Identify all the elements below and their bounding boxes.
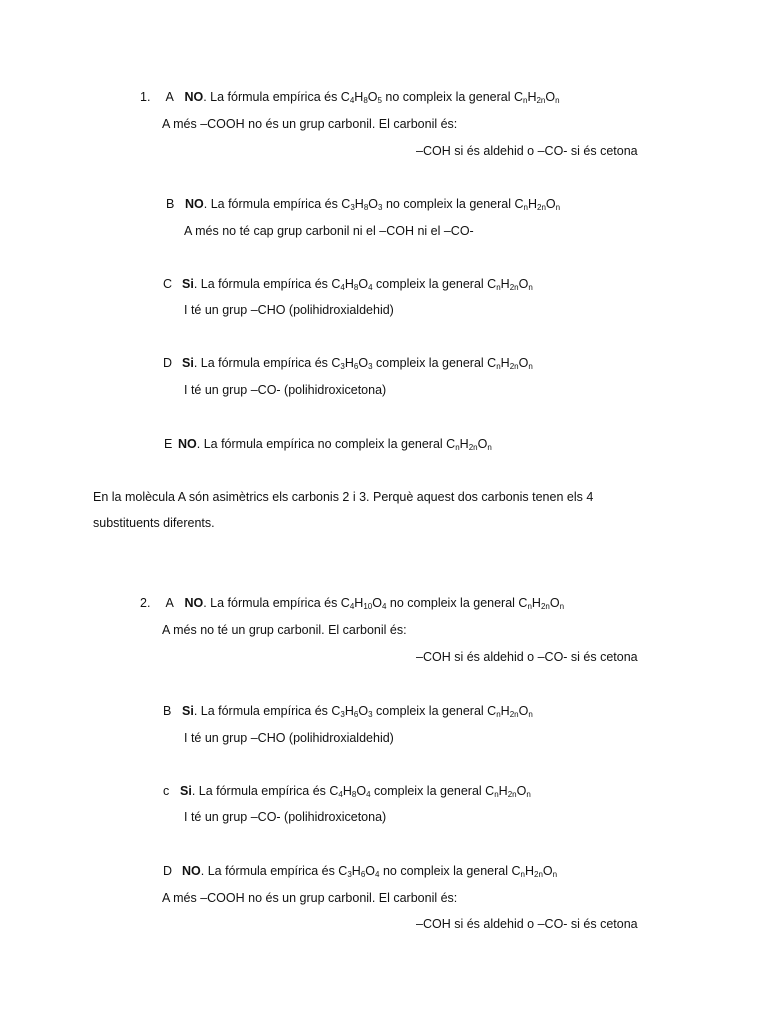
formula-text: H: [354, 596, 364, 610]
subscript: n: [520, 870, 525, 879]
formula-text: H: [500, 704, 510, 718]
formula-text: . La fórmula empírica és C: [203, 596, 350, 610]
subscript: 3: [368, 362, 373, 371]
formula-text: H: [342, 784, 352, 798]
subscript: 2n: [507, 790, 517, 799]
subscript: 4: [381, 602, 387, 611]
formula-text: . La fórmula empírica és C: [191, 784, 339, 798]
formula-text: H: [524, 864, 534, 878]
verdict: NO: [185, 197, 204, 211]
subscript: 2n: [509, 710, 519, 719]
subscript: 3: [350, 203, 355, 212]
q2-option-d-carbonyl: –COH si és aldehid o –CO- si és cetona: [416, 917, 638, 931]
option-letter: c: [163, 784, 170, 798]
q1-number: 1.: [140, 90, 151, 104]
subscript: 5: [377, 96, 382, 105]
subscript: 2n: [537, 203, 546, 212]
formula-text: . La fórmula empírica és C: [193, 356, 341, 370]
formula-text: O: [368, 197, 379, 211]
formula-text: compleix la general C: [372, 277, 497, 291]
subscript: 4: [366, 790, 371, 799]
formula-text: H: [531, 596, 541, 610]
subscript: 4: [340, 283, 345, 292]
subscript: 8: [363, 203, 369, 212]
subscript: n: [496, 283, 501, 292]
subscript: 3: [340, 362, 345, 371]
subscript: n: [552, 870, 558, 879]
subscript: n: [528, 710, 533, 719]
q1-option-b-line: [166, 196, 560, 212]
formula-text: H: [498, 784, 508, 798]
subscript: 3: [378, 203, 383, 212]
formula-text: O: [542, 864, 553, 878]
q2-option-a-carbonyl: –COH si és aldehid o –CO- si és cetona: [416, 650, 638, 664]
subscript: n: [494, 790, 499, 799]
formula-text: O: [358, 277, 369, 291]
option-letter: B: [163, 704, 172, 718]
subscript: 3: [368, 710, 373, 719]
formula-text: O: [518, 704, 529, 718]
formula-text: no compleix la general C: [382, 197, 524, 211]
formula-text: H: [459, 437, 469, 451]
formula-text: O: [549, 596, 560, 610]
subscript: n: [528, 283, 533, 292]
subscript: 4: [375, 870, 380, 879]
subscript: n: [487, 443, 492, 452]
verdict: NO: [184, 90, 204, 104]
subscript: n: [496, 362, 501, 371]
subscript: 8: [353, 283, 359, 292]
formula-text: no compleix la general C: [386, 596, 528, 610]
formula-text: . La fórmula empírica és C: [203, 90, 350, 104]
formula-text: O: [516, 784, 527, 798]
verdict: Si: [180, 784, 192, 798]
formula-text: compleix la general C: [370, 784, 495, 798]
q1-option-e-line: [164, 436, 492, 452]
subscript: n: [455, 443, 460, 452]
q1-option-c-explanation: I té un grup –CHO (polihidroxialdehid): [184, 303, 394, 317]
asymmetric-carbons-paragraph-line1: En la molècula A són asimètrics els carbonis 2 i 3. Perquè aquest dos carbonis tenen els 4: [93, 490, 594, 504]
formula-text: O: [365, 864, 376, 878]
verdict: Si: [182, 704, 194, 718]
q2-option-b-line: [163, 703, 533, 719]
q1-option-d-explanation: I té un grup –CO- (polihidroxicetona): [184, 383, 387, 397]
formula-text: O: [358, 704, 369, 718]
formula-text: no compleix la general C: [381, 90, 523, 104]
subscript: 6: [353, 710, 359, 719]
q1-option-b-explanation: A més no té cap grup carbonil ni el –COH ni el –CO-: [184, 224, 474, 238]
verdict: Si: [182, 277, 194, 291]
formula-text: O: [518, 356, 529, 370]
subscript: n: [527, 602, 532, 611]
q2-option-b-explanation: I té un grup –CHO (polihidroxialdehid): [184, 731, 394, 745]
q1-option-a-line: [140, 89, 560, 105]
q2-option-d-line: [163, 863, 557, 879]
subscript: n: [528, 362, 533, 371]
subscript: 4: [338, 790, 343, 799]
subscript: 3: [347, 870, 352, 879]
option-letter: B: [166, 197, 175, 211]
asymmetric-carbons-paragraph-line2: substituents diferents.: [93, 516, 215, 530]
subscript: 2n: [509, 362, 519, 371]
formula-text: O: [358, 356, 369, 370]
formula-text: . La fórmula empírica és C: [203, 197, 351, 211]
formula-text: O: [545, 90, 556, 104]
formula-text: . La fórmula empírica és C: [193, 704, 341, 718]
option-letter: A: [165, 596, 174, 610]
formula-text: H: [500, 277, 510, 291]
subscript: 2n: [536, 96, 546, 105]
subscript: 8: [363, 96, 368, 105]
subscript: n: [526, 790, 531, 799]
formula-text: . La fórmula empírica és C: [193, 277, 341, 291]
formula-text: O: [367, 90, 378, 104]
verdict: NO: [178, 437, 197, 451]
formula-text: H: [354, 197, 364, 211]
option-letter: D: [163, 356, 173, 370]
formula-text: compleix la general C: [372, 356, 497, 370]
subscript: 3: [340, 710, 345, 719]
subscript: 2n: [509, 283, 519, 292]
subscript: 4: [368, 283, 373, 292]
formula-text: O: [356, 784, 367, 798]
formula-text: . La fórmula empírica és C: [200, 864, 348, 878]
formula-text: H: [500, 356, 510, 370]
option-letter: A: [165, 90, 174, 104]
verdict: NO: [184, 596, 204, 610]
subscript: n: [496, 710, 501, 719]
q1-option-c-line: [163, 276, 533, 292]
subscript: n: [523, 96, 528, 105]
q1-option-a-explanation: A més –COOH no és un grup carbonil. El carbonil és:: [162, 117, 458, 131]
subscript: 2n: [534, 870, 543, 879]
formula-text: H: [354, 90, 364, 104]
formula-text: H: [351, 864, 361, 878]
formula-text: no compleix la general C: [379, 864, 521, 878]
formula-text: O: [477, 437, 488, 451]
formula-text: H: [527, 90, 537, 104]
verdict: Si: [182, 356, 194, 370]
option-letter: D: [163, 864, 173, 878]
formula-text: compleix la general C: [372, 704, 497, 718]
subscript: 6: [360, 870, 366, 879]
formula-text: H: [344, 704, 354, 718]
formula-text: O: [372, 596, 382, 610]
formula-text: O: [518, 277, 529, 291]
subscript: n: [555, 203, 561, 212]
formula-text: H: [344, 277, 354, 291]
subscript: n: [555, 96, 560, 105]
subscript: n: [559, 602, 565, 611]
formula-text: H: [344, 356, 354, 370]
verdict: NO: [182, 864, 201, 878]
subscript: n: [523, 203, 528, 212]
q2-option-a-explanation: A més no té un grup carbonil. El carbonil és:: [162, 623, 407, 637]
q1-option-d-line: [163, 355, 533, 371]
q2-option-c-line: [163, 783, 531, 799]
subscript: 4: [349, 96, 355, 105]
subscript: 10: [363, 602, 373, 611]
option-letter: E: [164, 437, 173, 451]
subscript: 2n: [468, 443, 478, 452]
q2-number: 2.: [140, 596, 151, 610]
option-letter: C: [163, 277, 173, 291]
subscript: 4: [349, 602, 355, 611]
q2-option-a-line: [140, 595, 564, 611]
subscript: 2n: [540, 602, 550, 611]
subscript: 8: [351, 790, 357, 799]
formula-text: O: [545, 197, 556, 211]
formula-text: . La fórmula empírica no compleix la general C: [196, 437, 456, 451]
q2-option-d-explanation: A més –COOH no és un grup carbonil. El carbonil és:: [162, 891, 458, 905]
formula-text: H: [527, 197, 537, 211]
q2-option-c-explanation: I té un grup –CO- (polihidroxicetona): [184, 810, 387, 824]
subscript: 6: [353, 362, 359, 371]
q1-option-a-carbonyl: –COH si és aldehid o –CO- si és cetona: [416, 144, 638, 158]
